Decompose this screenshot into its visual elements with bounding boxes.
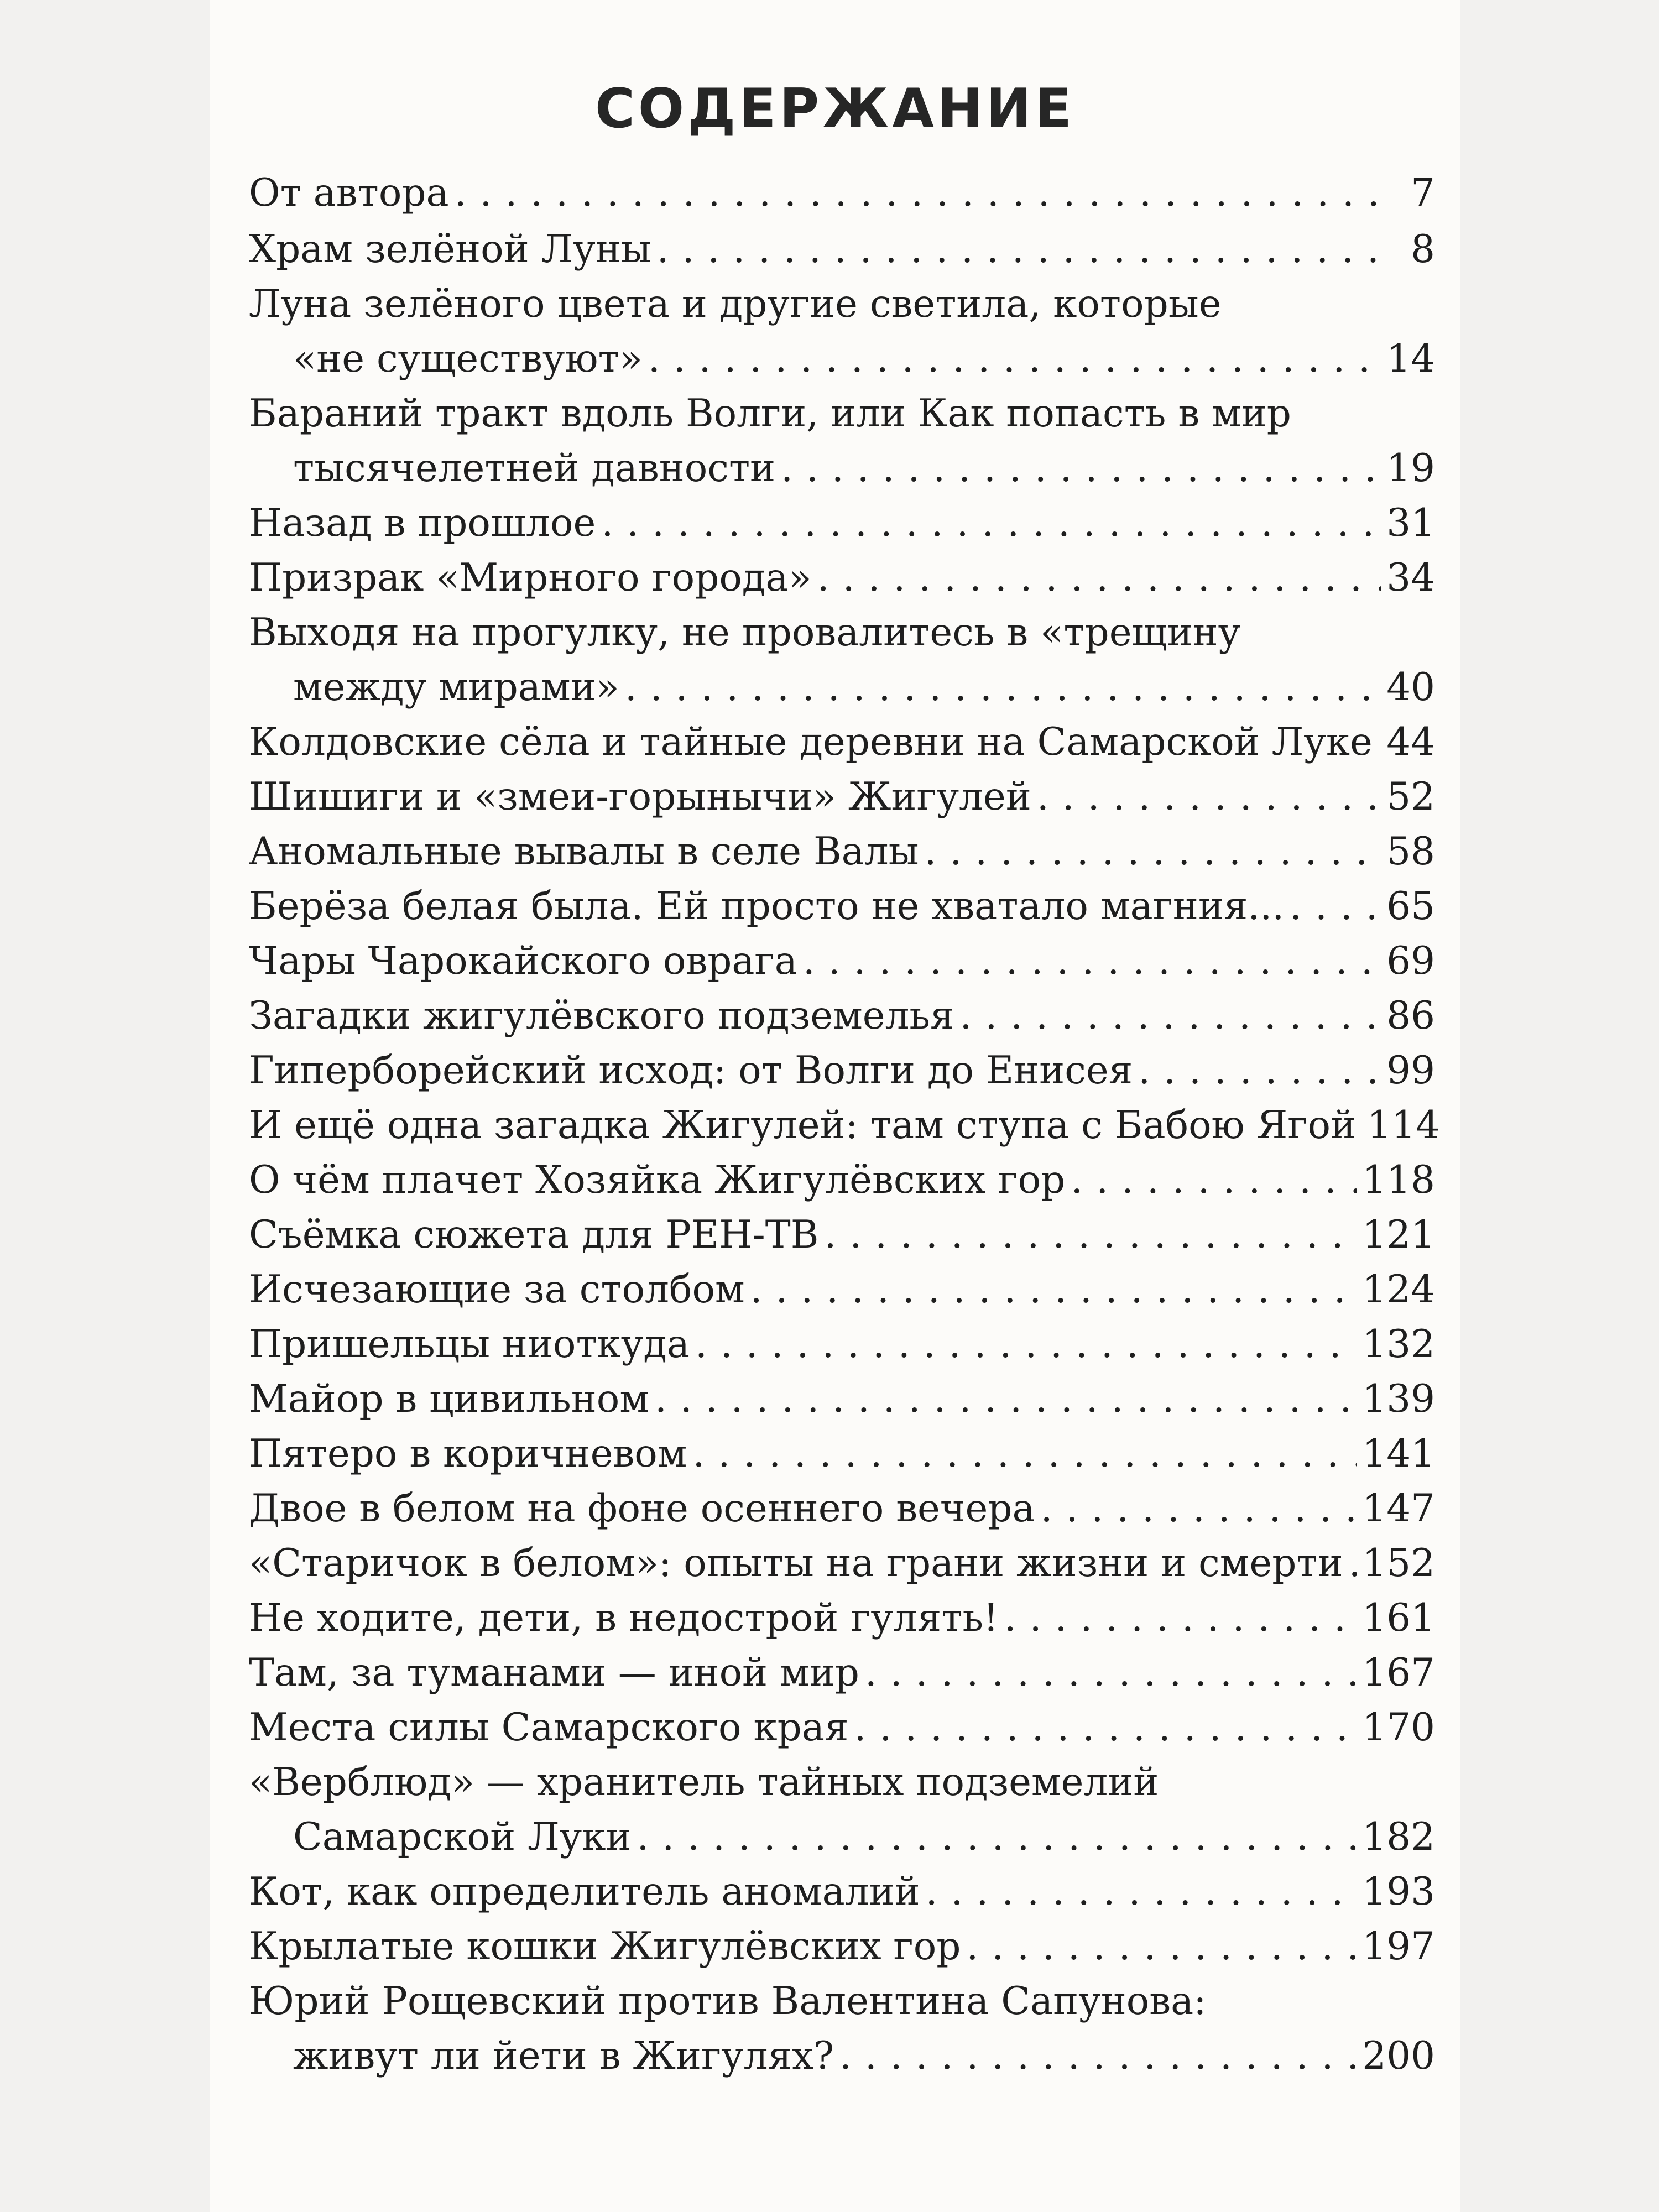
toc-entry-title-continued: Самарской Луки xyxy=(293,1815,632,1859)
dot-leader xyxy=(966,1919,1357,1974)
toc-entry-title-continued: живут ли йети в Жигулях? xyxy=(293,2034,834,2078)
book-page xyxy=(210,0,1460,2212)
toc-entry xyxy=(249,1646,1435,1700)
dot-leader xyxy=(648,332,1381,387)
toc-page-number: 40 xyxy=(1386,665,1435,709)
toc-entry-line1 xyxy=(249,606,1435,660)
toc-page-number: 99 xyxy=(1386,1048,1435,1093)
dot-leader xyxy=(824,1208,1357,1262)
toc-entry xyxy=(249,879,1435,934)
toc-page-number: 31 xyxy=(1386,501,1435,545)
page-title: СОДЕРЖАНИЕ xyxy=(594,77,1076,140)
dot-leader xyxy=(1349,1536,1357,1591)
toc-entry xyxy=(249,1208,1435,1262)
toc-page-number: 69 xyxy=(1386,939,1435,983)
toc-entry-title: Исчезающие за столбом xyxy=(249,1267,745,1312)
toc-entry-title: Берёза белая была. Ей просто не хватало магния... xyxy=(249,884,1285,928)
toc-entry xyxy=(249,1919,1435,1974)
toc-entry-title: Колдовские сёла и тайные деревни на Самарской Луке xyxy=(249,720,1373,764)
dot-leader xyxy=(657,222,1396,277)
toc-page-number: 114 xyxy=(1367,1103,1440,1147)
toc-entry-line2 xyxy=(249,332,1435,387)
toc-entry-line1 xyxy=(249,387,1435,441)
toc-entry xyxy=(249,551,1435,606)
toc-entry-title-continued: «не существуют» xyxy=(293,337,643,381)
toc-entry xyxy=(249,989,1435,1044)
toc-entry-title: Шишиги и «змеи-горынычи» Жигулей xyxy=(249,775,1031,819)
toc-entry-title: Выходя на прогулку, не провалитесь в «трещину xyxy=(249,611,1241,655)
toc-entry-title: Аномальные вывалы в селе Валы xyxy=(249,830,919,874)
dot-leader xyxy=(781,441,1381,496)
toc-entry-line2 xyxy=(249,441,1435,496)
toc-entry-title-continued: тысячелетней давности xyxy=(293,446,776,491)
dot-leader xyxy=(655,1372,1357,1427)
toc-entry xyxy=(249,1481,1435,1536)
toc-page-number: 170 xyxy=(1362,1705,1435,1750)
toc-page-number: 8 xyxy=(1411,227,1435,272)
dot-leader xyxy=(695,1317,1357,1372)
toc-entry xyxy=(249,496,1435,551)
toc-entry xyxy=(249,1262,1435,1317)
toc-entry xyxy=(249,1427,1435,1481)
toc-entry xyxy=(249,1591,1435,1646)
toc-entry-title: «Верблюд» — хранитель тайных подземелий xyxy=(249,1760,1159,1804)
dot-leader xyxy=(925,825,1381,879)
toc-entry-line2 xyxy=(249,1810,1435,1865)
dot-leader xyxy=(1290,879,1381,934)
toc-entry xyxy=(249,825,1435,879)
toc-entry xyxy=(249,1700,1435,1755)
dot-leader xyxy=(960,989,1381,1044)
toc-entry-title: Чары Чарокайского оврага xyxy=(249,939,797,983)
toc-page-number: 7 xyxy=(1411,171,1435,215)
toc-entry-title: Пятеро в коричневом xyxy=(249,1432,687,1476)
toc-page-number: 52 xyxy=(1386,775,1435,819)
toc-page-number: 167 xyxy=(1362,1651,1435,1695)
dot-leader xyxy=(865,1646,1357,1700)
toc-entry-title: Места силы Самарского края xyxy=(249,1705,849,1750)
toc-entry xyxy=(249,1372,1435,1427)
toc-entry-line1 xyxy=(249,1755,1435,1810)
toc-entry xyxy=(249,770,1435,825)
toc-entry xyxy=(249,1317,1435,1372)
toc-page-number: 19 xyxy=(1386,446,1435,491)
toc-entry xyxy=(249,1153,1435,1208)
toc-page-number: 132 xyxy=(1362,1322,1435,1366)
toc-page-number: 182 xyxy=(1362,1815,1435,1859)
toc-entry-title: Майор в цивильном xyxy=(249,1377,649,1421)
toc-page-number: 197 xyxy=(1362,1924,1435,1969)
dot-leader xyxy=(637,1810,1357,1865)
toc-page-number: 44 xyxy=(1386,720,1435,764)
dot-leader xyxy=(625,660,1381,715)
toc-entry xyxy=(249,166,1435,222)
toc-entry-title: Съёмка сюжета для РЕН-ТВ xyxy=(249,1213,819,1257)
toc-page-number: 147 xyxy=(1362,1486,1435,1531)
toc-entry xyxy=(249,934,1435,989)
toc-entry-title: Там, за туманами — иной мир xyxy=(249,1651,859,1695)
toc-entry-title: Назад в прошлое xyxy=(249,501,596,545)
toc-page-number: 14 xyxy=(1386,337,1435,381)
toc-page-number: 34 xyxy=(1386,556,1435,600)
toc-entry-title: Кот, как определитель аномалий xyxy=(249,1870,920,1914)
dot-leader xyxy=(854,1700,1357,1755)
toc-page-number: 118 xyxy=(1362,1158,1435,1202)
dot-leader xyxy=(1138,1044,1381,1098)
toc-entry-line1 xyxy=(249,277,1435,332)
toc-entry xyxy=(249,1865,1435,1919)
toc-entry-title: О чём плачет Хозяйка Жигулёвских гор xyxy=(249,1158,1066,1202)
dot-leader xyxy=(817,551,1381,606)
dot-leader xyxy=(926,1865,1357,1919)
toc-entry-title: И ещё одна загадка Жигулей: там ступа с Бабою Ягой xyxy=(249,1103,1357,1147)
dot-leader xyxy=(601,496,1381,551)
dot-leader xyxy=(803,934,1381,989)
toc-entry-line2 xyxy=(249,2029,1435,2084)
toc-page-number: 200 xyxy=(1362,2034,1435,2078)
toc-entry-title: Храм зелёной Луны xyxy=(249,227,651,272)
toc-entry xyxy=(249,1098,1440,1153)
toc-page-number: 139 xyxy=(1362,1377,1435,1421)
toc-entry xyxy=(249,222,1435,277)
toc-entry-line2 xyxy=(249,660,1435,715)
toc-entry-title-continued: между мирами» xyxy=(293,665,619,709)
toc-entry-title: Гиперборейский исход: от Волги до Енисея xyxy=(249,1048,1133,1093)
toc-entry-title: Пришельцы ниоткуда xyxy=(249,1322,690,1366)
toc-entry-title: «Старичок в белом»: опыты на грани жизни и смерти xyxy=(249,1541,1343,1585)
dot-leader xyxy=(692,1427,1357,1481)
toc-page-number: 124 xyxy=(1362,1267,1435,1312)
toc-entry-title: От автора xyxy=(249,171,449,215)
toc-page-number: 86 xyxy=(1386,994,1435,1038)
toc-entry xyxy=(249,1536,1435,1591)
toc-entry-title: Не ходите, дети, в недострой гулять! xyxy=(249,1596,999,1640)
toc-entry-title: Призрак «Мирного города» xyxy=(249,556,812,600)
dot-leader xyxy=(1004,1591,1357,1646)
dot-leader xyxy=(750,1262,1357,1317)
toc-page-number: 152 xyxy=(1362,1541,1435,1585)
toc-entry xyxy=(249,1044,1435,1098)
dot-leader xyxy=(1071,1153,1357,1208)
toc-page-number: 193 xyxy=(1362,1870,1435,1914)
toc-entry-title: Двое в белом на фоне осеннего вечера xyxy=(249,1486,1035,1531)
toc-page-number: 58 xyxy=(1386,830,1435,874)
toc-entry-title: Юрий Рощевский против Валентина Сапунова: xyxy=(249,1979,1207,2023)
toc-entry-title: Крылатые кошки Жигулёвских гор xyxy=(249,1924,961,1969)
toc-page-number: 121 xyxy=(1362,1213,1435,1257)
toc-entry-line1 xyxy=(249,1974,1435,2029)
toc-page-number: 65 xyxy=(1386,884,1435,928)
dot-leader xyxy=(1378,715,1381,770)
toc-page-number: 141 xyxy=(1362,1432,1435,1476)
dot-leader xyxy=(455,166,1396,221)
toc-entry-title: Бараний тракт вдоль Волги, или Как попасть в мир xyxy=(249,392,1291,436)
table-of-contents xyxy=(249,166,1440,2084)
dot-leader xyxy=(839,2029,1357,2084)
toc-entry-title: Луна зелёного цвета и другие светила, которые xyxy=(249,282,1222,326)
dot-leader xyxy=(1037,770,1381,825)
toc-page-number: 161 xyxy=(1362,1596,1435,1640)
toc-entry xyxy=(249,715,1435,770)
dot-leader xyxy=(1041,1481,1357,1536)
toc-entry-title: Загадки жигулёвского подземелья xyxy=(249,994,954,1038)
